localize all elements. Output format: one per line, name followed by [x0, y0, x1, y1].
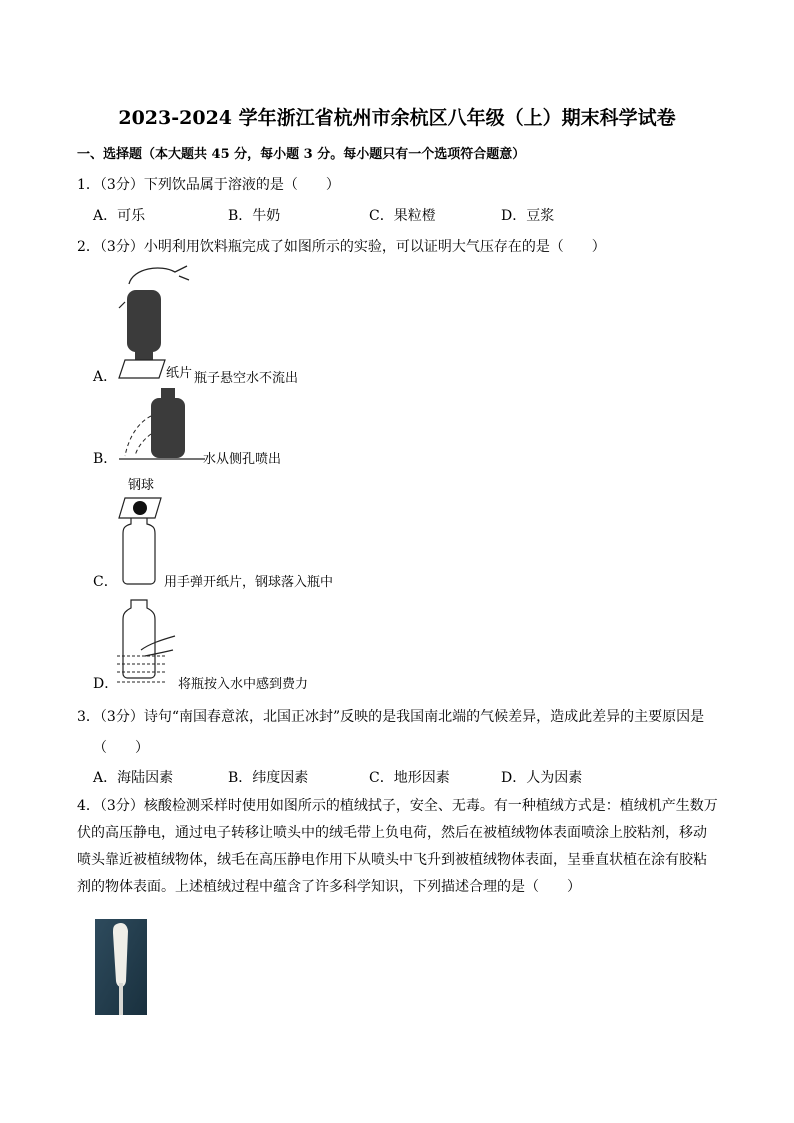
q2-option-c-letter: C． — [93, 574, 118, 590]
q1-option-a: A．可乐 — [93, 208, 146, 224]
q1-option-c: C．果粒橙 — [369, 208, 436, 224]
question-4-line-1: 4．（3分）核酸检测采样时使用如图所示的植绒拭子，安全、无毒。有一种植绒方式是：植绒机产生数万 — [77, 798, 718, 814]
q2-option-d-caption: 将瓶按入水中感到费力 — [178, 677, 309, 692]
q3-option-c: C．地形因素 — [369, 770, 450, 786]
figure-c-bottle-steel-ball — [115, 494, 165, 586]
steel-ball-label: 钢球 — [128, 478, 155, 493]
q1-option-d: D．豆浆 — [501, 208, 555, 224]
figure-d-bottle-in-water — [115, 598, 185, 688]
q2-option-a-letter: A． — [93, 369, 118, 385]
question-3-stem: 3．（3分）诗句“南国春意浓，北国正冰封”反映的是我国南北端的气候差异，造成此差异的主要原因是 — [77, 709, 705, 725]
q2-option-c-caption: 用手弹开纸片，钢球落入瓶中 — [164, 575, 334, 590]
figure-b-bottle-side-holes — [115, 386, 205, 462]
question-1-stem: 1．（3分）下列饮品属于溶液的是（ ） — [77, 177, 340, 193]
q2-option-b-caption: 水从侧孔喷出 — [203, 452, 282, 467]
q1-option-b: B．牛奶 — [228, 208, 281, 224]
q2-option-d-letter: D． — [93, 676, 119, 692]
question-4-line-2: 伏的高压静电，通过电子转移让喷头中的绒毛带上负电荷，然后在被植绒物体表面喷涂上胶粘剂，移动 — [77, 825, 707, 841]
paper-label: 纸片 — [166, 366, 193, 381]
section-heading: 一、选择题（本大题共 45 分，每小题 3 分。每小题只有一个选项符合题意） — [77, 147, 526, 162]
q3-option-d: D．人为因素 — [501, 770, 583, 786]
q3-option-a: A．海陆因素 — [93, 770, 174, 786]
question-4-line-3: 喷头靠近被植绒物体，绒毛在高压静电作用下从喷头中飞升到被植绒物体表面，呈垂直状植在涂有胶粘 — [77, 852, 707, 868]
q2-option-a-caption: 瓶子悬空水不流出 — [194, 371, 299, 386]
q3-option-b: B．纬度因素 — [228, 770, 309, 786]
q2-option-b-letter: B． — [93, 451, 118, 467]
question-3-stem-continued: （ ） — [93, 740, 149, 756]
page-title: 2023-2024 学年浙江省杭州市余杭区八年级（上）期末科学试卷 — [118, 107, 676, 129]
question-4-line-4: 剂的物体表面。上述植绒过程中蕴含了许多科学知识，下列描述合理的是（ ） — [77, 879, 581, 895]
question-2-stem: 2．（3分）小明利用饮料瓶完成了如图所示的实验，可以证明大气压存在的是（ ） — [77, 239, 606, 255]
question-4-stem — [77, 793, 722, 901]
flocked-swab-photo — [95, 919, 147, 1015]
